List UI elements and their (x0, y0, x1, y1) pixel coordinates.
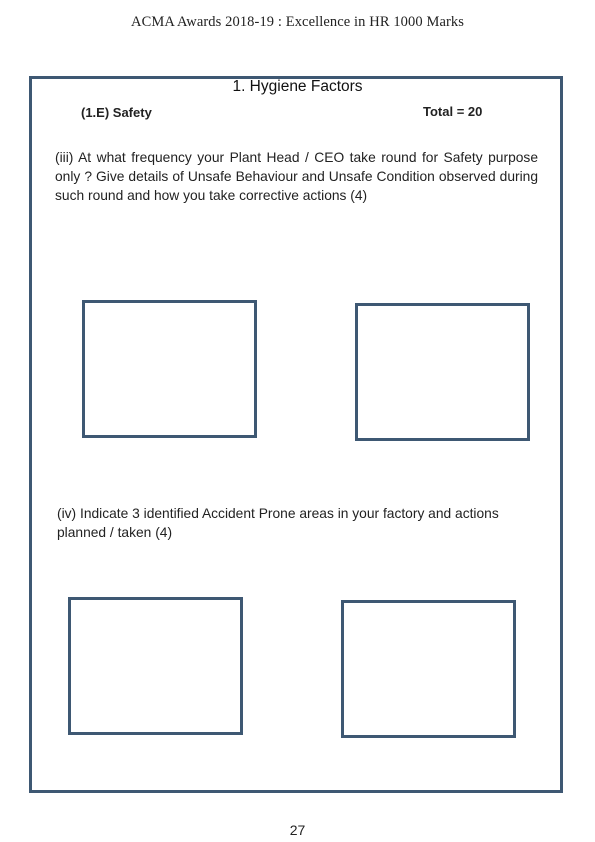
answer-box[interactable] (82, 300, 257, 438)
answer-box[interactable] (341, 600, 516, 738)
document-header: ACMA Awards 2018-19 : Excellence in HR 1000 Marks (131, 14, 464, 30)
answer-box[interactable] (68, 597, 243, 735)
answer-box[interactable] (355, 303, 530, 441)
page-number: 27 (289, 822, 306, 838)
question-iii: (iii) At what frequency your Plant Head / CEO take round for Safety purpose only ? Give details of Unsafe Behaviour and Unsafe Condition observed during such round and how you take corrective actions (4) (55, 150, 538, 203)
subsection-label: (1.E) Safety (81, 105, 152, 120)
question-iv: (iv) Indicate 3 identified Accident Prone areas in your factory and actions planned / taken (4) (57, 506, 499, 540)
section-title: 1. Hygiene Factors (232, 78, 363, 95)
total-marks: Total = 20 (423, 104, 483, 119)
